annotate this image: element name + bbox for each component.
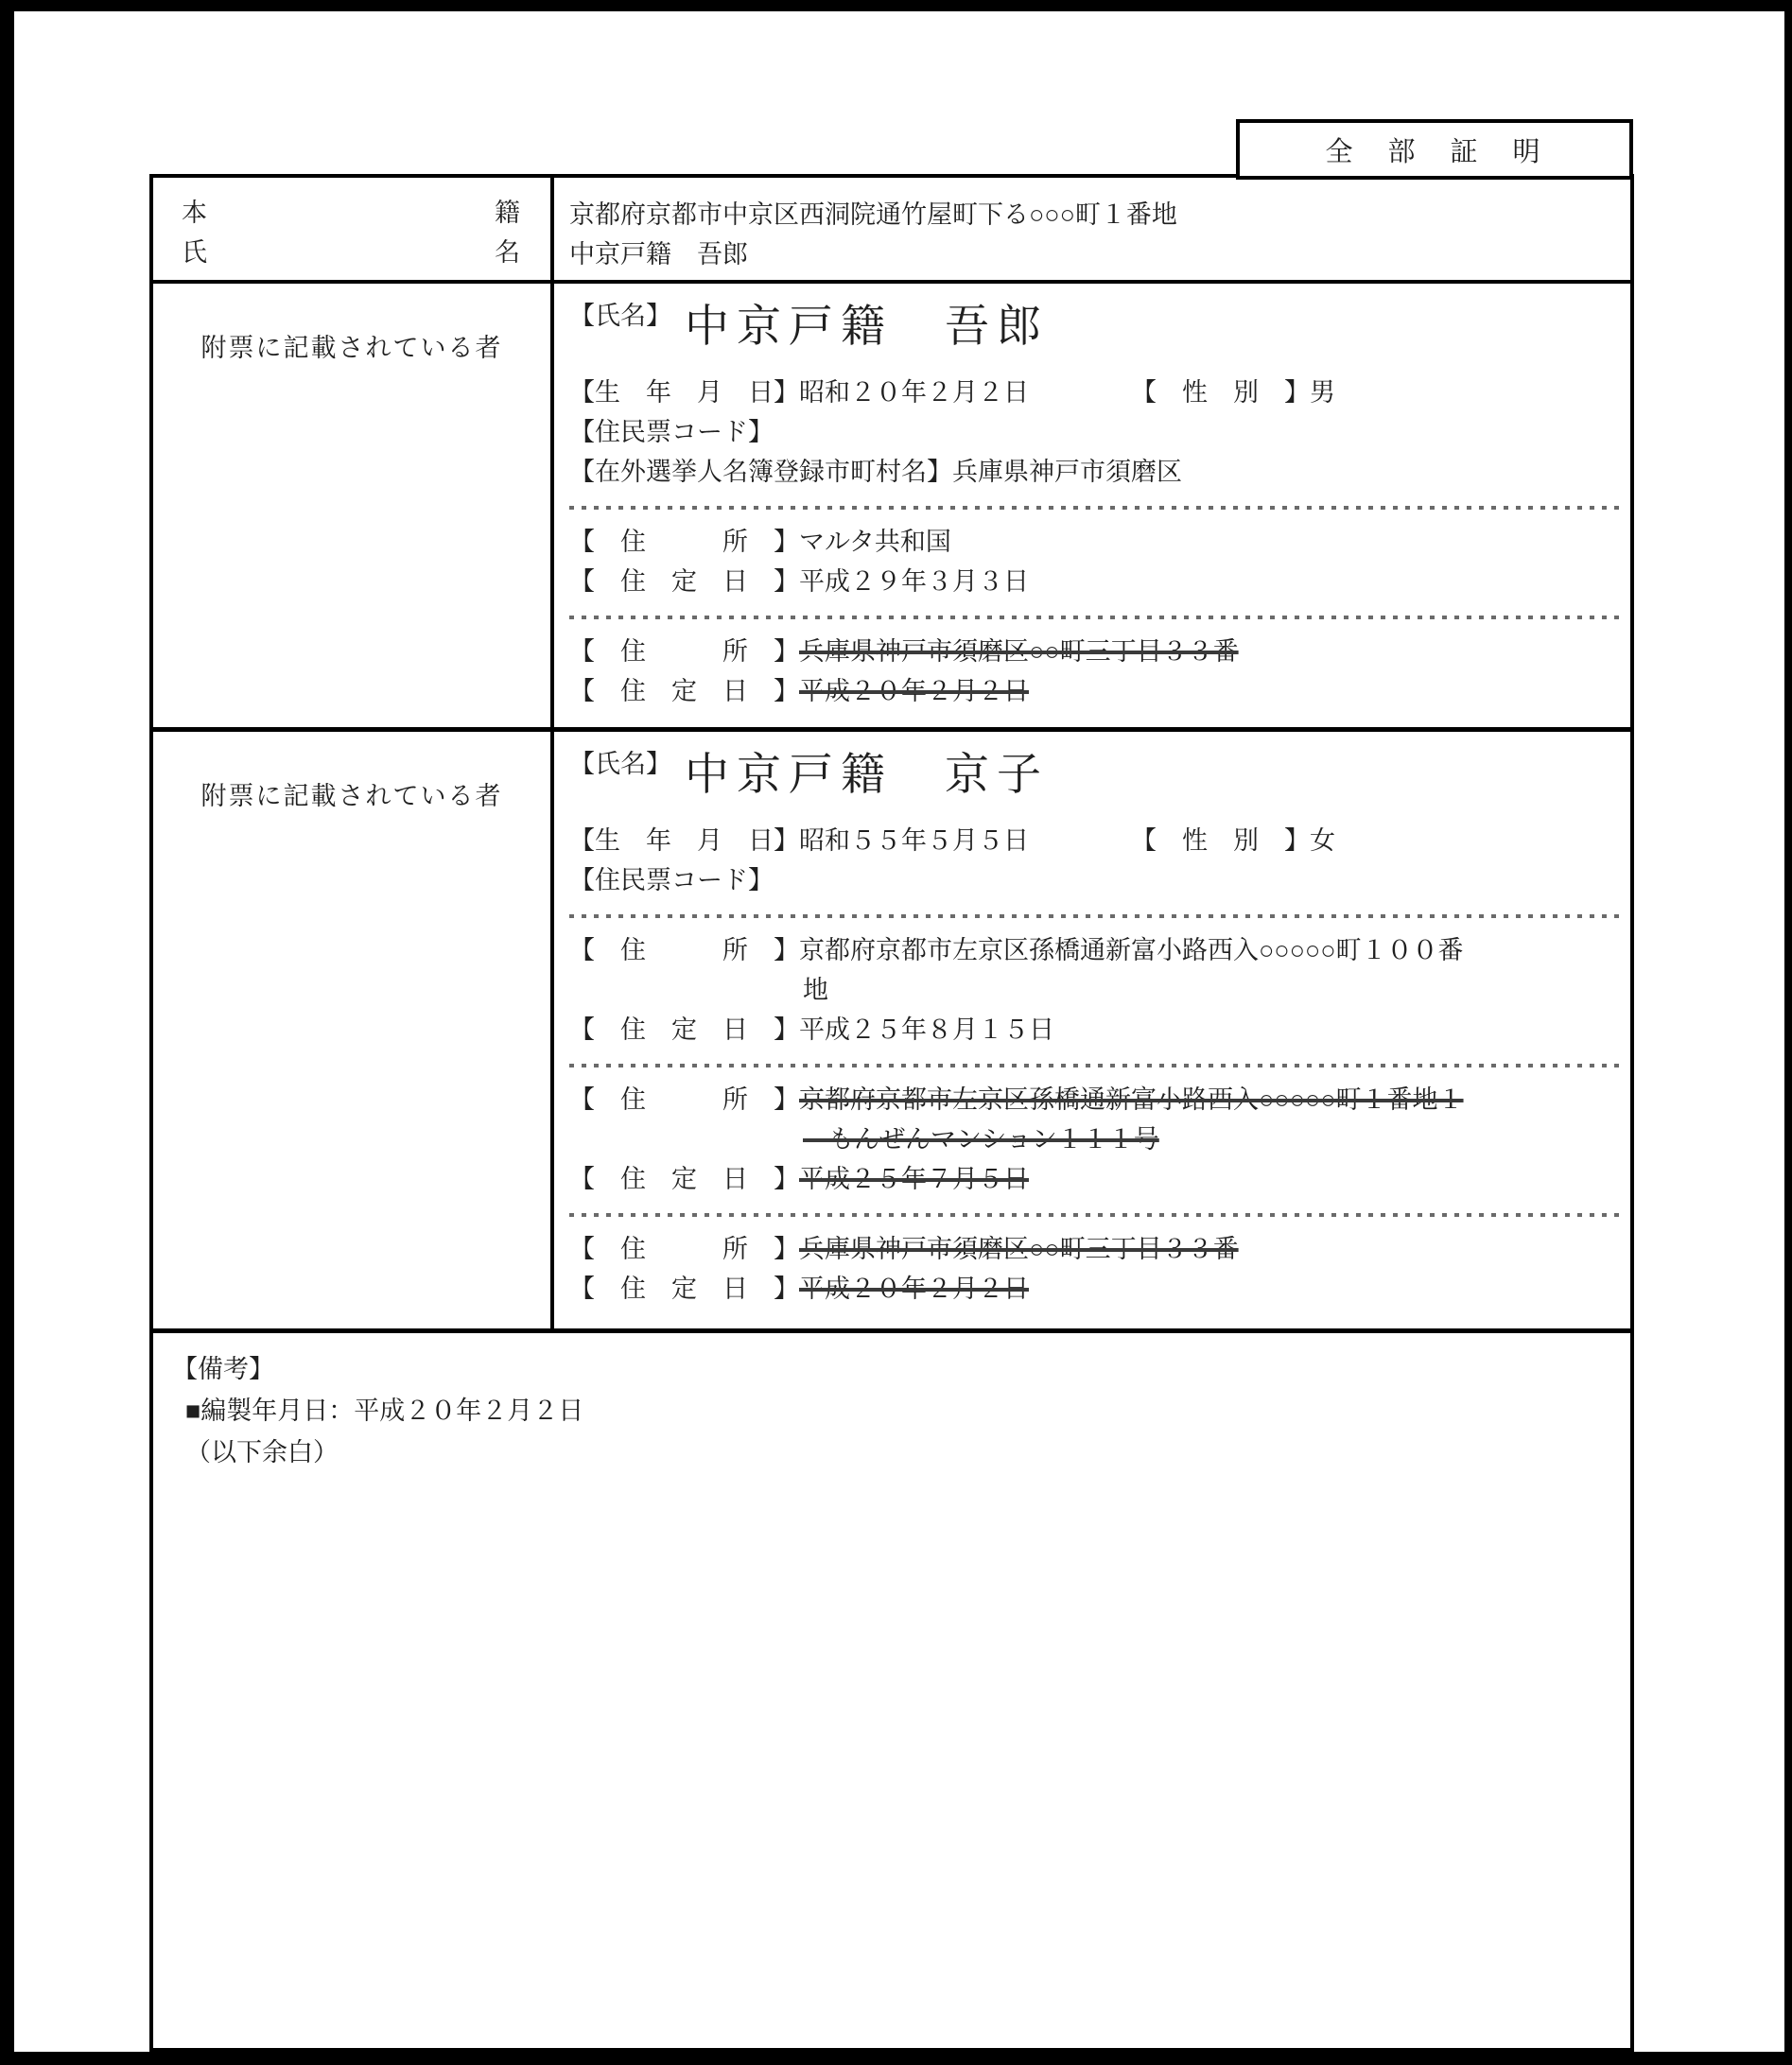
birth-label: 【生 年 月 日】	[569, 826, 799, 855]
name-label: 【氏名】	[569, 302, 671, 330]
person-section-2	[153, 732, 1630, 1333]
dotted-divider	[569, 506, 1623, 510]
person2-name: 中京戸籍 京子	[685, 749, 1049, 799]
shimei-value: 中京戸籍 吾郎	[569, 240, 748, 269]
person2-address1-date: 平成２５年８月１５日	[799, 1015, 1054, 1044]
person2-address1-continuation: 地	[803, 976, 828, 1004]
header-label-cell	[153, 178, 554, 280]
sex-label: 【 性 別 】	[1131, 826, 1310, 855]
honseki-label-first: 本	[182, 199, 207, 227]
person1-overseas-row	[569, 452, 1623, 492]
person1-sex-value: 男	[1310, 378, 1335, 407]
dotted-divider	[569, 914, 1623, 918]
person2-address3-value: 兵庫県神戸市須磨区○○町三丁目３３番	[799, 1235, 1239, 1263]
certificate-type-label: 全 部 証 明	[1325, 136, 1544, 167]
move-date-label: 【 住 定 日 】	[569, 567, 799, 596]
remarks-line-2: （以下余白）	[185, 1438, 339, 1466]
birth-label: 【生 年 月 日】	[569, 378, 799, 407]
person2-address1-value: 京都府京都市左京区孫橋通新富小路西入○○○○○町１００番	[799, 936, 1464, 964]
dotted-divider	[569, 616, 1623, 619]
person2-address3-date: 平成２０年２月２日	[799, 1275, 1029, 1303]
address-row	[569, 930, 1623, 970]
honseki-label-last: 籍	[495, 199, 520, 227]
name-label: 【氏名】	[569, 750, 671, 778]
header-value-cell	[554, 178, 1630, 280]
register-table	[149, 174, 1634, 2052]
section-label: 附票に記載されている者	[200, 782, 503, 810]
shimei-label-first: 氏	[182, 238, 207, 267]
person2-address2-continuation: ―もんぜんマンション１１１号	[803, 1125, 1159, 1154]
remarks-title: 【備考】	[172, 1355, 274, 1383]
honseki-value: 京都府京都市中京区西洞院通竹屋町下る○○○町１番地	[569, 200, 1177, 229]
address-label: 【 住 所 】	[569, 1085, 799, 1114]
address-label: 【 住 所 】	[569, 528, 799, 556]
sex-label: 【 性 別 】	[1131, 378, 1310, 407]
dotted-divider	[569, 1064, 1623, 1067]
person1-address-block-2	[569, 632, 1623, 711]
resident-code-label: 【住民票コード】	[569, 866, 774, 894]
address-row	[569, 522, 1623, 562]
person1-name: 中京戸籍 吾郎	[685, 301, 1049, 351]
resident-code-label: 【住民票コード】	[569, 418, 774, 446]
address-row	[569, 1229, 1623, 1269]
move-date-label: 【 住 定 日 】	[569, 1165, 799, 1193]
address-label: 【 住 所 】	[569, 637, 799, 666]
move-date-label: 【 住 定 日 】	[569, 677, 799, 705]
person2-address-block-3	[569, 1229, 1623, 1309]
person2-birth-row	[569, 821, 1623, 860]
person1-name-row	[569, 297, 1623, 373]
move-date-row	[569, 1159, 1623, 1199]
person2-address-block-2	[569, 1080, 1623, 1199]
person1-birth-row	[569, 373, 1623, 412]
person1-address2-value: 兵庫県神戸市須磨区○○町三丁目３３番	[799, 637, 1239, 666]
person2-sex-value: 女	[1310, 826, 1335, 855]
header-row	[153, 178, 1630, 284]
person1-label-cell	[153, 284, 554, 727]
person2-name-row	[569, 745, 1623, 821]
move-date-row	[569, 562, 1623, 601]
person1-address1-value: マルタ共和国	[799, 528, 951, 556]
person1-content-cell	[554, 284, 1630, 727]
move-date-label: 【 住 定 日 】	[569, 1015, 799, 1044]
section-label: 附票に記載されている者	[200, 334, 503, 362]
person1-address-block-1	[569, 522, 1623, 601]
person2-birth-value: 昭和５５年５月５日	[799, 826, 1029, 855]
dotted-divider	[569, 1213, 1623, 1217]
person-section-1	[153, 284, 1630, 732]
address-label: 【 住 所 】	[569, 1235, 799, 1263]
move-date-row	[569, 1269, 1623, 1309]
person1-overseas-value: 兵庫県神戸市須磨区	[952, 458, 1182, 486]
honseki-label	[182, 193, 520, 233]
shimei-label	[182, 233, 520, 272]
person2-address2-value: 京都府京都市左京区孫橋通新富小路西入○○○○○町１番地１	[799, 1085, 1464, 1114]
person2-label-cell	[153, 732, 554, 1328]
address-row	[569, 1080, 1623, 1119]
move-date-row	[569, 1010, 1623, 1050]
address-label: 【 住 所 】	[569, 936, 799, 964]
move-date-row	[569, 671, 1623, 711]
certificate-type-stamp	[1236, 119, 1633, 180]
move-date-label: 【 住 定 日 】	[569, 1275, 799, 1303]
person1-address2-date: 平成２０年２月２日	[799, 677, 1029, 705]
person2-address2-date: 平成２５年７月５日	[799, 1165, 1029, 1193]
person1-address1-date: 平成２９年３月３日	[799, 567, 1029, 596]
remarks-line-1: ■編製年月日：平成２０年２月２日	[185, 1397, 584, 1425]
shimei-label-last: 名	[495, 238, 520, 267]
remarks-section	[153, 1333, 1630, 2048]
person1-birth-value: 昭和２０年２月２日	[799, 378, 1029, 407]
address-row	[569, 632, 1623, 671]
person2-content-cell	[554, 732, 1630, 1328]
overseas-label: 【在外選挙人名簿登録市町村名】	[569, 458, 952, 486]
person2-address-block-1	[569, 930, 1623, 1050]
